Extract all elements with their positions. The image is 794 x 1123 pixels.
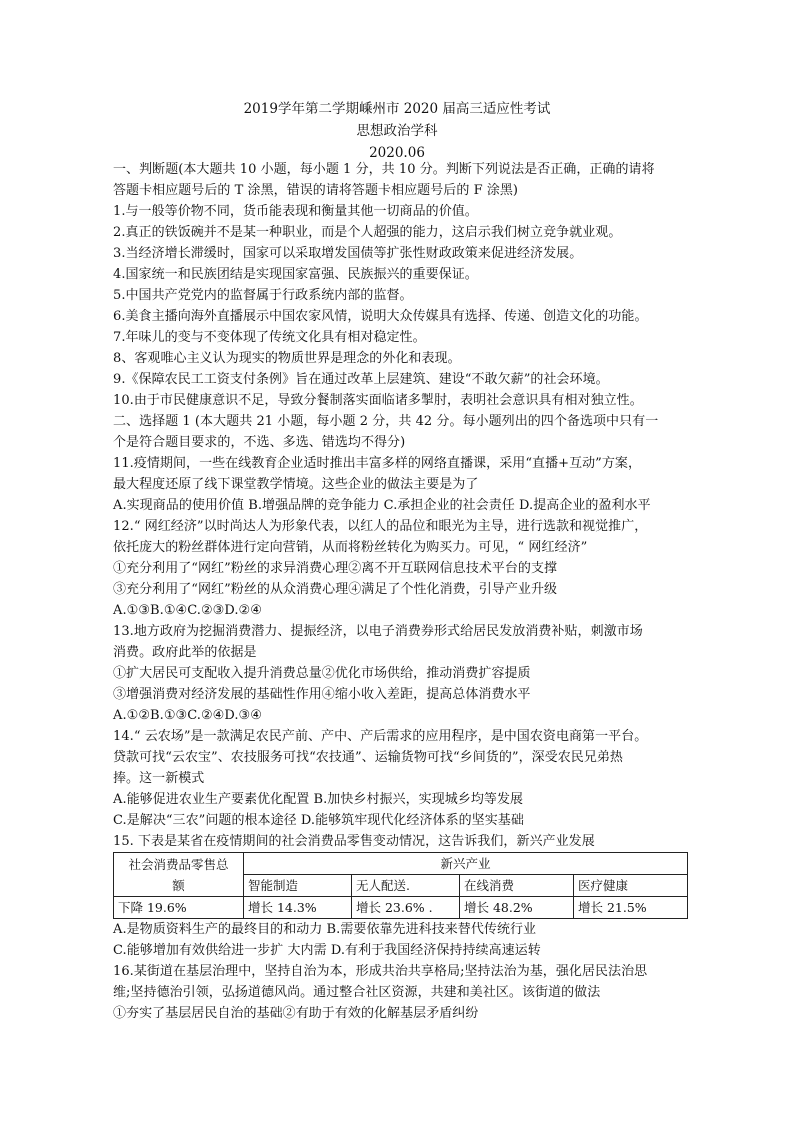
table-cell: 增长 48.2%	[460, 897, 574, 919]
table-header-cell: 智能制造	[244, 875, 352, 897]
question-12-options: A.①③B.①④C.②③D.②④	[113, 603, 262, 618]
judge-item: 3.当经济增长滞缓时，国家可以采取增发国债等扩张性财政政策来促进经济发展。	[113, 246, 583, 261]
question-13-statements: ③增强消费对经济发展的基础性作用④缩小收入差距，提高总体消费水平	[113, 687, 531, 702]
question-13-statements: ①扩大居民可支配收入提升消费总量②优化市场供给，推动消费扩容提质	[113, 666, 531, 681]
exam-header	[0, 98, 794, 164]
table-header-label: 社会消费品零售总	[128, 856, 229, 872]
question-12-stem-cont: 依托庞大的粉丝群体进行定向营销，从而将粉丝转化为购买力。可见，“ 网红经济”	[113, 540, 588, 555]
question-14-stem-cont: 捧。这一新模式	[113, 771, 205, 786]
table-header-cell: 无人配送.	[352, 875, 460, 897]
table-header-row	[114, 853, 688, 875]
question-13-options: A.①②B.①③C.②④D.③④	[113, 708, 262, 723]
exam-title: 2019学年第二学期嵊州市 2020 届高三适应性考试	[243, 101, 551, 117]
question-15-stem: 15. 下表是某省在疫情期间的社会消费品零售变动情况，这告诉我们，新兴产业发展	[113, 834, 595, 849]
question-13-stem-cont: 消费。政府此举的依据是	[113, 645, 257, 660]
table-header-cell: 医疗健康	[574, 875, 688, 897]
question-16-stem: 16.某街道在基层治理中，坚持自治为本，形成共治共享格局;坚持法治为基，强化居民法治思	[113, 964, 648, 979]
section2-heading-cont: 个是符合题目要求的，不选、多选、错选均不得分)	[113, 435, 406, 450]
question-16-stem-cont: 维;坚持德治引领，弘扬道德风尚。通过整合社区资源，共建和美社区。该街道的做法	[113, 985, 601, 1000]
judge-item: 7.年味儿的变与不变体现了传统文化具有相对稳定性。	[113, 330, 426, 345]
question-15-options: A.是物质资料生产的最终目的和动力 B.需要依靠先进科技来替代传统行业	[113, 922, 537, 937]
judge-item: 10.由于市民健康意识不足，导致分餐制落实面临诸多掣肘，表明社会意识具有相对独立性。	[113, 393, 643, 408]
judge-item: 8、客观唯心主义认为现实的物质世界是理念的外化和表现。	[113, 351, 461, 366]
question-12-statements: ①充分利用了“网红”粉丝的求异消费心理②离不开互联网信息技术平台的支撑	[113, 561, 558, 576]
judge-item: 9.《保障农民工工资支付条例》旨在通过改革上层建筑、建设“不敢欠薪”的社会环境。	[113, 372, 609, 387]
question-14-options: C.是解决“三农”问题的根本途径 D.能够筑牢现代化经济体系的坚实基础	[113, 813, 524, 828]
table-header-cell	[114, 853, 244, 897]
section2-heading: 二、选择题 1 (本大题共 21 小题，每小题 2 分，共 42 分。每小题列出的四个备选项中只有一	[113, 414, 659, 429]
question-14-stem: 14.“ 云农场”是一款满足农民产前、产中、产后需求的应用程序，是中国农资电商第一平台。	[113, 729, 648, 744]
retail-change-table	[113, 852, 688, 919]
section1-heading-cont: 答题卡相应题号后的 T 涂黑，错误的请将答题卡相应题号后的 F 涂黑)	[113, 183, 519, 198]
section1-heading: 一、判断题(本大题共 10 小题，每小题 1 分，共 10 分。判断下列说法是否正确，正确的请将	[113, 162, 655, 177]
table-cell: 增长 14.3%	[244, 897, 352, 919]
exam-body	[113, 159, 687, 1024]
exam-date: 2020.06	[369, 145, 425, 161]
table-row	[114, 897, 688, 919]
judge-item: 4.国家统一和民族团结是实现国家富强、民族振兴的重要保证。	[113, 267, 478, 282]
table-cell: 增长 23.6% .	[352, 897, 460, 919]
question-13-stem: 13.地方政府为挖掘消费潜力、提振经济，以电子消费券形式给居民发放消费补贴，刺激市场	[113, 624, 643, 639]
question-14-stem-cont: 贷款可找“云农宝”、农技服务可找“农技通”、运输货物可找“乡间货的”，深受农民兄弟热	[113, 750, 623, 765]
question-11-stem-cont: 最大程度还原了线下课堂教学情境。这些企业的做法主要是为了	[113, 477, 479, 492]
table-header-cell: 在线消费	[460, 875, 574, 897]
judge-item: 5.中国共产党党内的监督属于行政系统内部的监督。	[113, 288, 413, 303]
question-11-options: A.实现商品的使用价值 B.增强品牌的竞争能力 C.承担企业的社会责任 D.提高企业的盈利水平	[113, 498, 651, 513]
judge-item: 2.真正的铁饭碗并不是某一种职业，而是个人超强的能力，这启示我们树立竞争就业观。	[113, 225, 622, 240]
question-12-stem: 12.“ 网红经济”以时尚达人为形象代表，以红人的品位和眼光为主导，进行选款和视觉推广，	[113, 519, 648, 534]
question-15-options: C.能够增加有效供给进一步扩 大内需 D.有利于我国经济保持持续高速运转	[113, 943, 541, 958]
table-header-label: 额	[172, 877, 185, 893]
table-cell: 增长 21.5%	[574, 897, 688, 919]
exam-subject: 思想政治学科	[356, 123, 438, 139]
question-11-stem: 11.疫情期间，一些在线教育企业适时推出丰富多样的网络直播课，采用“直播+互动”方案，	[113, 456, 642, 471]
question-12-statements: ③充分利用了“网红”粉丝的从众消费心理④满足了个性化消费，引导产业升级	[113, 582, 558, 597]
question-16-statements: ①夯实了基层居民自治的基础②有助于有效的化解基层矛盾纠纷	[113, 1006, 479, 1021]
judge-item: 6.美食主播向海外直播展示中国农家风情，说明大众传媒具有选择、传递、创造文化的功能。	[113, 309, 648, 324]
question-14-options: A.能够促进农业生产要素优化配置 B.加快乡村振兴，实现城乡均等发展	[113, 792, 524, 807]
judge-item: 1.与一般等价物不同，货币能表现和衡量其他一切商品的价值。	[113, 204, 478, 219]
table-cell: 下降 19.6%	[114, 897, 244, 919]
table-header-cell: 新兴产业	[244, 853, 688, 875]
